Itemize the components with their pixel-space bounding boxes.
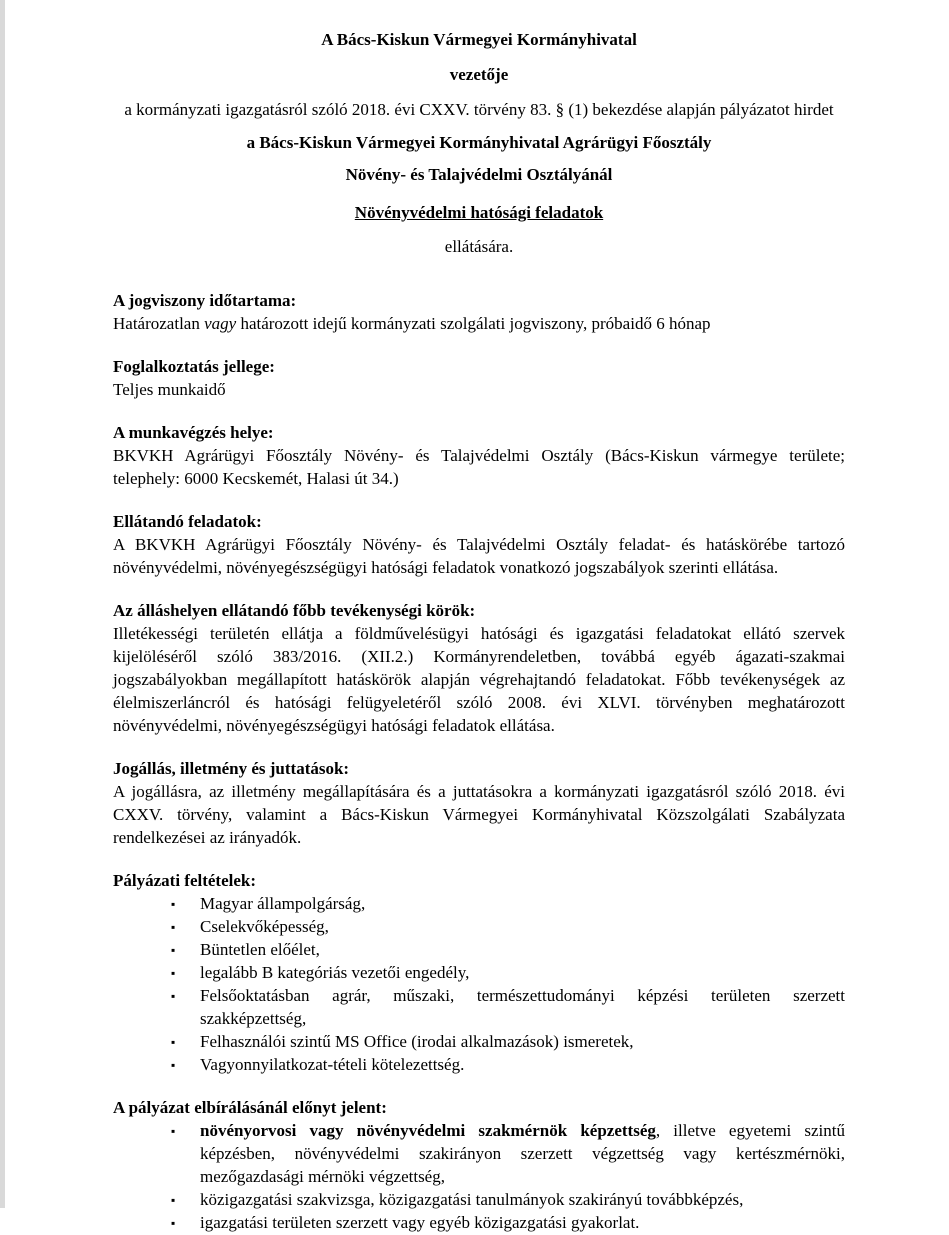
section-heading: Foglalkoztatás jellege:: [113, 357, 275, 376]
list-item: [113, 1119, 845, 1188]
list-item-text: Felsőoktatásban agrár, műszaki, természettudományi képzési területen szerzett szakképzettség,: [200, 986, 845, 1028]
section-jogviszony-idotartama: [113, 289, 845, 335]
document-content: [113, 27, 845, 1234]
bold-text-segment: növényorvosi vagy növényvédelmi szakmérnök képzettség: [200, 1121, 656, 1140]
list-item-text: Cselekvőképesség,: [200, 917, 329, 936]
section-heading: Pályázati feltételek:: [113, 871, 257, 890]
list-item: [113, 1211, 845, 1234]
list-item: [113, 1053, 845, 1076]
list-item-text: Büntetlen előélet,: [200, 940, 320, 959]
list-item: [113, 984, 845, 1030]
list-item-text: Magyar állampolgárság,: [200, 894, 366, 913]
bullet-square-icon: ▪: [171, 1124, 176, 1138]
section-foglalkoztatas-jellege: [113, 355, 845, 401]
bullet-square-icon: ▪: [171, 1035, 176, 1049]
bullet-square-icon: ▪: [171, 989, 176, 1003]
bullet-square-icon: ▪: [171, 1216, 176, 1230]
section-palyazati-feltetelek: [113, 869, 845, 1076]
document-header: [113, 27, 845, 259]
section-heading: Ellátandó feladatok:: [113, 512, 262, 531]
position-title: Növényvédelmi hatósági feladatok: [354, 203, 604, 222]
page-left-edge: [0, 0, 5, 1208]
legal-intro: a kormányzati igazgatásról szóló 2018. évi CXXV. törvény 83. § (1) bekezdése alapján pályázatot hirdet: [124, 100, 834, 119]
list-item-text: legalább B kategóriás vezetői engedély,: [200, 963, 470, 982]
section-heading: Az álláshelyen ellátandó főbb tevékenységi körök:: [113, 601, 476, 620]
section-munkavegzes-helye: [113, 421, 845, 490]
section-heading: A jogviszony időtartama:: [113, 291, 297, 310]
requirements-list: [113, 892, 845, 1076]
bullet-square-icon: ▪: [171, 966, 176, 980]
section-body: [113, 312, 845, 335]
sections-container: [113, 289, 845, 1234]
department-line2: Növény- és Talajvédelmi Osztályánál: [345, 165, 613, 184]
list-item: [113, 961, 845, 984]
section-ellatando-feladatok: [113, 510, 845, 579]
section-body: Illetékességi területén ellátja a földművelésügyi hatósági és igazgatási feladatokat ellátó szervek kijelöléséről szóló 383/2016. (XII.2.) Kormányrendeletben, továbbá egyéb ágazati-szakmai jogszabályokban megállapított hatáskörök alapján végrehajtandó feladatokat. Főbb tevékenységek az élelmiszerláncról és hatósági felügyeletéről szóló 2008. évi XLVI. törvényben meghatározott növényvédelmi, növényegészségügyi hatósági feladatok ellátása.: [113, 624, 845, 735]
section-tevekenysegi-korok: [113, 599, 845, 737]
section-heading: A munkavégzés helye:: [113, 423, 274, 442]
department-line1: a Bács-Kiskun Vármegyei Kormányhivatal Agrárügyi Főosztály: [246, 133, 712, 152]
section-body: Teljes munkaidő: [113, 380, 226, 399]
section-body: A BKVKH Agrárügyi Főosztály Növény- és Talajvédelmi Osztály feladat- és hatáskörébe tartozó növényvédelmi, növényegészségügyi hatósági feladatok vonatkozó jogszabályok szerinti ellátása.: [113, 535, 845, 577]
list-item-text: Felhasználói szintű MS Office (irodai alkalmazások) ismeretek,: [200, 1032, 634, 1051]
italic-text-segment: vagy: [204, 314, 237, 333]
list-item-text: Vagyonnyilatkozat-tételi kötelezettség.: [200, 1055, 465, 1074]
bullet-square-icon: ▪: [171, 943, 176, 957]
position-suffix: ellátására.: [444, 237, 514, 256]
section-body: A jogállásra, az illetmény megállapítására és a juttatásokra a kormányzati igazgatásról szóló 2018. évi CXXV. törvény, valamint a Bács-Kiskun Vármegyei Kormányhivatal Közszolgálati Szabályzata rendelkezései az irányadók.: [113, 782, 845, 847]
list-item-text: közigazgatási szakvizsga, közigazgatási tanulmányok szakirányú továbbképzés,: [200, 1190, 744, 1209]
text-segment: , illetve egyetemi szintű képzésben, növényvédelmi szakirányon szerzett végzettség vagy kertészmérnöki, mezőgazdasági mérnöki végzettség,: [200, 1121, 845, 1186]
org-title-line2: vezetője: [449, 65, 509, 84]
list-item-text: [200, 1121, 845, 1186]
list-item: [113, 892, 845, 915]
bullet-square-icon: ▪: [171, 1193, 176, 1207]
section-elonyt-jelent: [113, 1096, 845, 1234]
section-heading: A pályázat elbírálásánál előnyt jelent:: [113, 1098, 387, 1117]
list-item: [113, 915, 845, 938]
list-item-text: igazgatási területen szerzett vagy egyéb közigazgatási gyakorlat.: [200, 1213, 640, 1232]
text-segment: Határozatlan: [113, 314, 205, 333]
list-item: [113, 1030, 845, 1053]
section-heading: Jogállás, illetmény és juttatások:: [113, 759, 350, 778]
org-title-line1: A Bács-Kiskun Vármegyei Kormányhivatal: [321, 30, 637, 49]
list-item: [113, 938, 845, 961]
section-body: BKVKH Agrárügyi Főosztály Növény- és Talajvédelmi Osztály (Bács-Kiskun vármegye területe; telephely: 6000 Kecskemét, Halasi út 34.): [113, 446, 845, 488]
text-segment: határozott idejű kormányzati szolgálati jogviszony, próbaidő 6 hónap: [236, 314, 711, 333]
bullet-square-icon: ▪: [171, 920, 176, 934]
section-jogallas-illetmeny: [113, 757, 845, 849]
bullet-square-icon: ▪: [171, 1058, 176, 1072]
advantages-list: [113, 1119, 845, 1234]
bullet-square-icon: ▪: [171, 897, 176, 911]
